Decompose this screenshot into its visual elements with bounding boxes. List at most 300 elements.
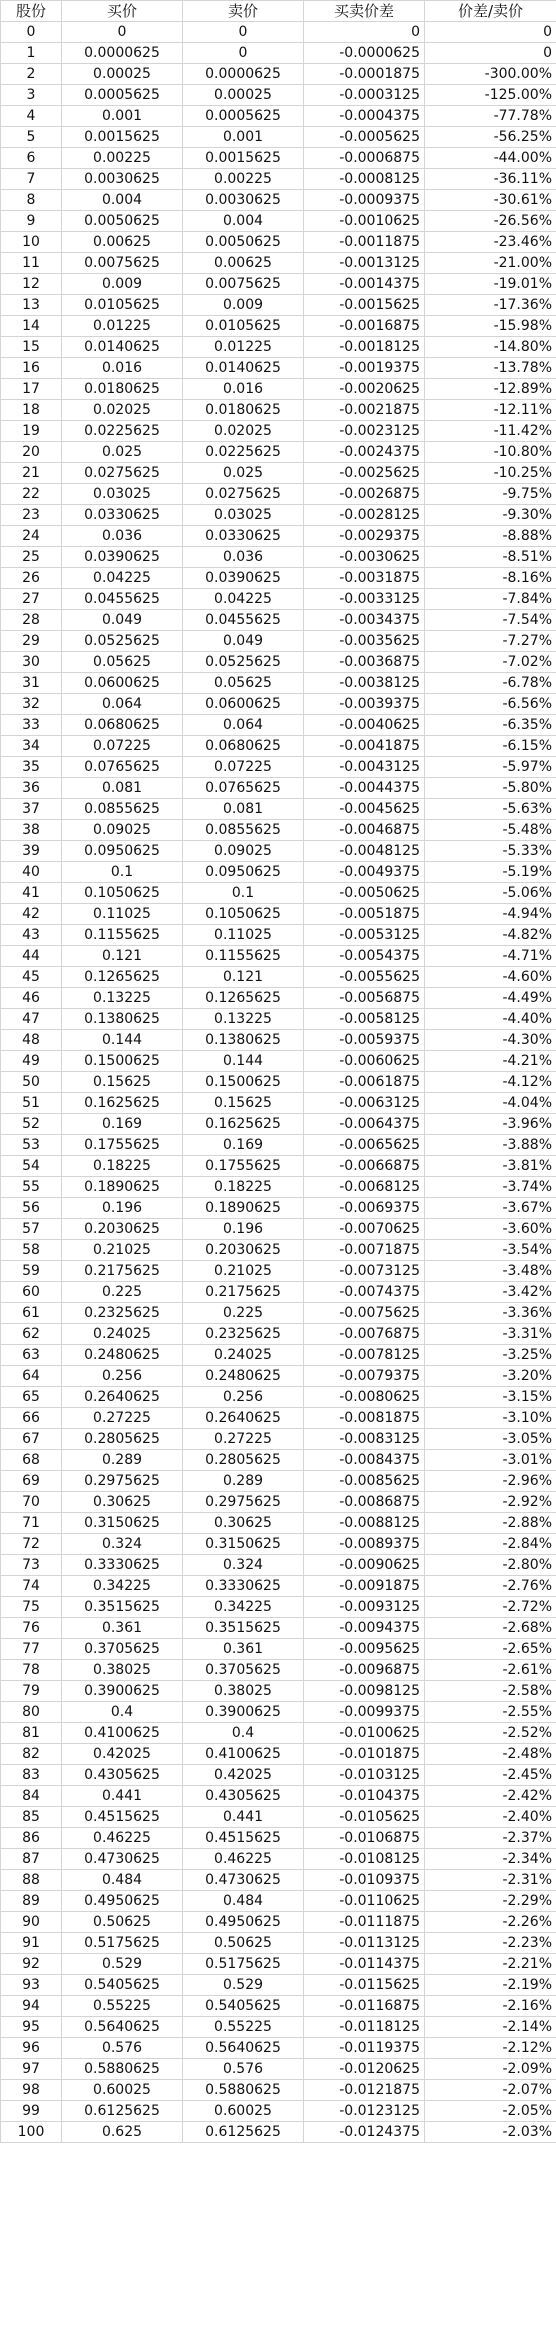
cell-ask[interactable]: 0.0105625 xyxy=(183,316,304,337)
cell-spread[interactable]: -0.0096875 xyxy=(304,1660,425,1681)
cell-shares[interactable]: 77 xyxy=(1,1639,62,1660)
cell-bid[interactable]: 0.0950625 xyxy=(62,841,183,862)
cell-ask[interactable]: 0.0180625 xyxy=(183,400,304,421)
cell-ask[interactable]: 0.009 xyxy=(183,295,304,316)
cell-shares[interactable]: 100 xyxy=(1,2122,62,2143)
cell-shares[interactable]: 75 xyxy=(1,1597,62,1618)
cell-spread[interactable]: -0.0106875 xyxy=(304,1828,425,1849)
cell-spread[interactable]: -0.0019375 xyxy=(304,358,425,379)
cell-ask[interactable]: 0.4100625 xyxy=(183,1744,304,1765)
cell-shares[interactable]: 70 xyxy=(1,1492,62,1513)
cell-ask[interactable]: 0.016 xyxy=(183,379,304,400)
cell-shares[interactable]: 49 xyxy=(1,1051,62,1072)
cell-ask[interactable]: 0.13225 xyxy=(183,1009,304,1030)
cell-bid[interactable]: 0.02025 xyxy=(62,400,183,421)
cell-shares[interactable]: 52 xyxy=(1,1114,62,1135)
cell-spread[interactable]: -0.0003125 xyxy=(304,85,425,106)
cell-bid[interactable]: 0.225 xyxy=(62,1282,183,1303)
cell-bid[interactable]: 0.0180625 xyxy=(62,379,183,400)
cell-shares[interactable]: 73 xyxy=(1,1555,62,1576)
cell-spread[interactable]: -0.0029375 xyxy=(304,526,425,547)
cell-shares[interactable]: 86 xyxy=(1,1828,62,1849)
cell-ask[interactable]: 0.04225 xyxy=(183,589,304,610)
cell-bid[interactable]: 0.2805625 xyxy=(62,1429,183,1450)
cell-bid[interactable]: 0.1755625 xyxy=(62,1135,183,1156)
cell-shares[interactable]: 23 xyxy=(1,505,62,526)
cell-spread-ratio[interactable]: -8.16% xyxy=(425,568,556,589)
cell-spread-ratio[interactable]: -2.14% xyxy=(425,2017,556,2038)
cell-bid[interactable]: 0.07225 xyxy=(62,736,183,757)
cell-bid[interactable]: 0.0075625 xyxy=(62,253,183,274)
cell-shares[interactable]: 67 xyxy=(1,1429,62,1450)
cell-spread-ratio[interactable]: -2.84% xyxy=(425,1534,556,1555)
cell-bid[interactable]: 0.09025 xyxy=(62,820,183,841)
cell-shares[interactable]: 82 xyxy=(1,1744,62,1765)
cell-ask[interactable]: 0.1155625 xyxy=(183,946,304,967)
cell-spread[interactable]: -0.0115625 xyxy=(304,1975,425,1996)
cell-ask[interactable]: 0.1380625 xyxy=(183,1030,304,1051)
cell-spread-ratio[interactable]: -9.75% xyxy=(425,484,556,505)
cell-bid[interactable]: 0.01225 xyxy=(62,316,183,337)
cell-spread-ratio[interactable]: -4.30% xyxy=(425,1030,556,1051)
cell-ask[interactable]: 0.036 xyxy=(183,547,304,568)
cell-spread[interactable]: -0.0095625 xyxy=(304,1639,425,1660)
cell-shares[interactable]: 19 xyxy=(1,421,62,442)
cell-bid[interactable]: 0.5640625 xyxy=(62,2017,183,2038)
cell-spread[interactable]: -0.0091875 xyxy=(304,1576,425,1597)
cell-shares[interactable]: 15 xyxy=(1,337,62,358)
cell-ask[interactable]: 0.0225625 xyxy=(183,442,304,463)
cell-spread-ratio[interactable]: 0 xyxy=(425,43,556,64)
cell-shares[interactable]: 44 xyxy=(1,946,62,967)
cell-bid[interactable]: 0.4515625 xyxy=(62,1807,183,1828)
cell-ask[interactable]: 0.55225 xyxy=(183,2017,304,2038)
cell-bid[interactable]: 0.00025 xyxy=(62,64,183,85)
cell-ask[interactable]: 0.1265625 xyxy=(183,988,304,1009)
cell-spread-ratio[interactable]: -3.20% xyxy=(425,1366,556,1387)
cell-bid[interactable]: 0.0000625 xyxy=(62,43,183,64)
cell-ask[interactable]: 0.4515625 xyxy=(183,1828,304,1849)
cell-ask[interactable]: 0.2175625 xyxy=(183,1282,304,1303)
cell-shares[interactable]: 64 xyxy=(1,1366,62,1387)
cell-spread-ratio[interactable]: -4.60% xyxy=(425,967,556,988)
cell-shares[interactable]: 11 xyxy=(1,253,62,274)
cell-spread[interactable]: -0.0083125 xyxy=(304,1429,425,1450)
cell-shares[interactable]: 45 xyxy=(1,967,62,988)
cell-spread[interactable]: 0 xyxy=(304,22,425,43)
cell-bid[interactable]: 0.46225 xyxy=(62,1828,183,1849)
cell-ask[interactable]: 0.441 xyxy=(183,1807,304,1828)
cell-ask[interactable]: 0.60025 xyxy=(183,2101,304,2122)
cell-spread-ratio[interactable]: -17.36% xyxy=(425,295,556,316)
cell-spread-ratio[interactable]: -12.11% xyxy=(425,400,556,421)
cell-shares[interactable]: 96 xyxy=(1,2038,62,2059)
cell-spread[interactable]: -0.0034375 xyxy=(304,610,425,631)
cell-bid[interactable]: 0 xyxy=(62,22,183,43)
cell-spread[interactable]: -0.0051875 xyxy=(304,904,425,925)
cell-bid[interactable]: 0.4950625 xyxy=(62,1891,183,1912)
cell-spread[interactable]: -0.0024375 xyxy=(304,442,425,463)
cell-spread[interactable]: -0.0065625 xyxy=(304,1135,425,1156)
cell-spread[interactable]: -0.0090625 xyxy=(304,1555,425,1576)
cell-ask[interactable]: 0.3150625 xyxy=(183,1534,304,1555)
cell-ask[interactable]: 0.0140625 xyxy=(183,358,304,379)
cell-spread-ratio[interactable]: -7.54% xyxy=(425,610,556,631)
cell-spread-ratio[interactable]: -2.09% xyxy=(425,2059,556,2080)
cell-bid[interactable]: 0.18225 xyxy=(62,1156,183,1177)
cell-spread[interactable]: -0.0054375 xyxy=(304,946,425,967)
cell-ask[interactable]: 0.025 xyxy=(183,463,304,484)
cell-spread[interactable]: -0.0056875 xyxy=(304,988,425,1009)
cell-spread-ratio[interactable]: -2.29% xyxy=(425,1891,556,1912)
cell-bid[interactable]: 0.0140625 xyxy=(62,337,183,358)
cell-spread[interactable]: -0.0021875 xyxy=(304,400,425,421)
cell-spread-ratio[interactable]: -2.68% xyxy=(425,1618,556,1639)
cell-spread[interactable]: -0.0078125 xyxy=(304,1345,425,1366)
cell-ask[interactable]: 0.38025 xyxy=(183,1681,304,1702)
cell-ask[interactable]: 0.5175625 xyxy=(183,1954,304,1975)
cell-ask[interactable]: 0.1755625 xyxy=(183,1156,304,1177)
cell-bid[interactable]: 0.025 xyxy=(62,442,183,463)
cell-shares[interactable]: 46 xyxy=(1,988,62,1009)
cell-spread[interactable]: -0.0060625 xyxy=(304,1051,425,1072)
cell-shares[interactable]: 90 xyxy=(1,1912,62,1933)
cell-spread[interactable]: -0.0013125 xyxy=(304,253,425,274)
cell-shares[interactable]: 99 xyxy=(1,2101,62,2122)
cell-ask[interactable]: 0.001 xyxy=(183,127,304,148)
cell-spread-ratio[interactable]: -4.21% xyxy=(425,1051,556,1072)
cell-spread-ratio[interactable]: -5.48% xyxy=(425,820,556,841)
cell-spread[interactable]: -0.0058125 xyxy=(304,1009,425,1030)
cell-spread[interactable]: -0.0110625 xyxy=(304,1891,425,1912)
cell-shares[interactable]: 55 xyxy=(1,1177,62,1198)
cell-spread-ratio[interactable]: -3.96% xyxy=(425,1114,556,1135)
cell-bid[interactable]: 0.016 xyxy=(62,358,183,379)
cell-bid[interactable]: 0.21025 xyxy=(62,1240,183,1261)
cell-spread[interactable]: -0.0006875 xyxy=(304,148,425,169)
cell-spread[interactable]: -0.0100625 xyxy=(304,1723,425,1744)
cell-spread-ratio[interactable]: -2.45% xyxy=(425,1765,556,1786)
cell-spread-ratio[interactable]: -2.40% xyxy=(425,1807,556,1828)
cell-spread-ratio[interactable]: -2.03% xyxy=(425,2122,556,2143)
cell-ask[interactable]: 0.15625 xyxy=(183,1093,304,1114)
cell-ask[interactable]: 0.196 xyxy=(183,1219,304,1240)
cell-spread-ratio[interactable]: -3.42% xyxy=(425,1282,556,1303)
cell-spread-ratio[interactable]: -4.94% xyxy=(425,904,556,925)
cell-spread[interactable]: -0.0044375 xyxy=(304,778,425,799)
cell-shares[interactable]: 58 xyxy=(1,1240,62,1261)
cell-bid[interactable]: 0.049 xyxy=(62,610,183,631)
cell-ask[interactable]: 0.3705625 xyxy=(183,1660,304,1681)
cell-spread[interactable]: -0.0038125 xyxy=(304,673,425,694)
cell-shares[interactable]: 25 xyxy=(1,547,62,568)
cell-spread-ratio[interactable]: -11.42% xyxy=(425,421,556,442)
cell-spread[interactable]: -0.0050625 xyxy=(304,883,425,904)
cell-ask[interactable]: 0.4950625 xyxy=(183,1912,304,1933)
cell-bid[interactable]: 0.3150625 xyxy=(62,1513,183,1534)
cell-spread-ratio[interactable]: -3.05% xyxy=(425,1429,556,1450)
cell-shares[interactable]: 89 xyxy=(1,1891,62,1912)
cell-ask[interactable]: 0.0390625 xyxy=(183,568,304,589)
cell-spread-ratio[interactable]: -2.05% xyxy=(425,2101,556,2122)
cell-ask[interactable]: 0.121 xyxy=(183,967,304,988)
cell-spread[interactable]: -0.0025625 xyxy=(304,463,425,484)
cell-spread-ratio[interactable]: -3.81% xyxy=(425,1156,556,1177)
cell-ask[interactable]: 0.0680625 xyxy=(183,736,304,757)
cell-ask[interactable]: 0.1890625 xyxy=(183,1198,304,1219)
cell-shares[interactable]: 93 xyxy=(1,1975,62,1996)
cell-spread-ratio[interactable]: -4.82% xyxy=(425,925,556,946)
cell-spread-ratio[interactable]: -2.23% xyxy=(425,1933,556,1954)
cell-shares[interactable]: 97 xyxy=(1,2059,62,2080)
cell-spread[interactable]: -0.0035625 xyxy=(304,631,425,652)
cell-spread-ratio[interactable]: -2.31% xyxy=(425,1870,556,1891)
cell-shares[interactable]: 83 xyxy=(1,1765,62,1786)
cell-spread-ratio[interactable]: -26.56% xyxy=(425,211,556,232)
cell-shares[interactable]: 91 xyxy=(1,1933,62,1954)
cell-bid[interactable]: 0.3515625 xyxy=(62,1597,183,1618)
cell-spread[interactable]: -0.0020625 xyxy=(304,379,425,400)
cell-ask[interactable]: 0.24025 xyxy=(183,1345,304,1366)
cell-bid[interactable]: 0.1265625 xyxy=(62,967,183,988)
cell-bid[interactable]: 0.1500625 xyxy=(62,1051,183,1072)
cell-shares[interactable]: 26 xyxy=(1,568,62,589)
cell-spread-ratio[interactable]: -4.49% xyxy=(425,988,556,1009)
cell-ask[interactable]: 0.6125625 xyxy=(183,2122,304,2143)
cell-spread-ratio[interactable]: -2.80% xyxy=(425,1555,556,1576)
cell-shares[interactable]: 14 xyxy=(1,316,62,337)
cell-spread[interactable]: -0.0018125 xyxy=(304,337,425,358)
cell-shares[interactable]: 8 xyxy=(1,190,62,211)
cell-spread[interactable]: -0.0116875 xyxy=(304,1996,425,2017)
cell-spread[interactable]: -0.0005625 xyxy=(304,127,425,148)
cell-spread-ratio[interactable]: -4.71% xyxy=(425,946,556,967)
cell-spread-ratio[interactable]: -9.30% xyxy=(425,505,556,526)
cell-spread[interactable]: -0.0098125 xyxy=(304,1681,425,1702)
cell-shares[interactable]: 17 xyxy=(1,379,62,400)
cell-spread[interactable]: -0.0036875 xyxy=(304,652,425,673)
cell-spread[interactable]: -0.0070625 xyxy=(304,1219,425,1240)
cell-ask[interactable]: 0.2480625 xyxy=(183,1366,304,1387)
cell-ask[interactable]: 0.576 xyxy=(183,2059,304,2080)
cell-shares[interactable]: 65 xyxy=(1,1387,62,1408)
cell-spread[interactable]: -0.0076875 xyxy=(304,1324,425,1345)
cell-shares[interactable]: 76 xyxy=(1,1618,62,1639)
cell-spread[interactable]: -0.0061875 xyxy=(304,1072,425,1093)
cell-shares[interactable]: 63 xyxy=(1,1345,62,1366)
cell-ask[interactable]: 0 xyxy=(183,43,304,64)
cell-bid[interactable]: 0.1 xyxy=(62,862,183,883)
cell-ask[interactable]: 0.1050625 xyxy=(183,904,304,925)
cell-spread-ratio[interactable]: -2.26% xyxy=(425,1912,556,1933)
cell-ask[interactable]: 0.34225 xyxy=(183,1597,304,1618)
cell-spread-ratio[interactable]: -77.78% xyxy=(425,106,556,127)
cell-ask[interactable]: 0.0950625 xyxy=(183,862,304,883)
cell-bid[interactable]: 0.361 xyxy=(62,1618,183,1639)
cell-spread[interactable]: -0.0026875 xyxy=(304,484,425,505)
cell-ask[interactable]: 0.0000625 xyxy=(183,64,304,85)
cell-spread[interactable]: -0.0059375 xyxy=(304,1030,425,1051)
cell-spread-ratio[interactable]: -30.61% xyxy=(425,190,556,211)
cell-bid[interactable]: 0.064 xyxy=(62,694,183,715)
cell-spread[interactable]: -0.0015625 xyxy=(304,295,425,316)
cell-bid[interactable]: 0.289 xyxy=(62,1450,183,1471)
cell-ask[interactable]: 0.03025 xyxy=(183,505,304,526)
cell-ask[interactable]: 0.05625 xyxy=(183,673,304,694)
cell-shares[interactable]: 54 xyxy=(1,1156,62,1177)
cell-ask[interactable]: 0.324 xyxy=(183,1555,304,1576)
cell-bid[interactable]: 0.0050625 xyxy=(62,211,183,232)
cell-shares[interactable]: 80 xyxy=(1,1702,62,1723)
cell-spread-ratio[interactable]: -2.07% xyxy=(425,2080,556,2101)
cell-shares[interactable]: 42 xyxy=(1,904,62,925)
cell-spread-ratio[interactable]: -5.97% xyxy=(425,757,556,778)
cell-spread-ratio[interactable]: -3.88% xyxy=(425,1135,556,1156)
cell-spread-ratio[interactable]: -3.54% xyxy=(425,1240,556,1261)
cell-spread-ratio[interactable]: -23.46% xyxy=(425,232,556,253)
cell-bid[interactable]: 0.2480625 xyxy=(62,1345,183,1366)
cell-spread-ratio[interactable]: -56.25% xyxy=(425,127,556,148)
cell-spread-ratio[interactable]: -5.63% xyxy=(425,799,556,820)
cell-ask[interactable]: 0.3330625 xyxy=(183,1576,304,1597)
cell-shares[interactable]: 13 xyxy=(1,295,62,316)
cell-spread[interactable]: -0.0088125 xyxy=(304,1513,425,1534)
cell-bid[interactable]: 0.2975625 xyxy=(62,1471,183,1492)
cell-spread-ratio[interactable]: -2.16% xyxy=(425,1996,556,2017)
cell-shares[interactable]: 95 xyxy=(1,2017,62,2038)
cell-shares[interactable]: 7 xyxy=(1,169,62,190)
cell-spread[interactable]: -0.0114375 xyxy=(304,1954,425,1975)
cell-bid[interactable]: 0.0855625 xyxy=(62,799,183,820)
cell-ask[interactable]: 0.2640625 xyxy=(183,1408,304,1429)
cell-bid[interactable]: 0.15625 xyxy=(62,1072,183,1093)
cell-ask[interactable]: 0.2805625 xyxy=(183,1450,304,1471)
cell-shares[interactable]: 24 xyxy=(1,526,62,547)
cell-spread[interactable]: -0.0030625 xyxy=(304,547,425,568)
cell-ask[interactable]: 0.00025 xyxy=(183,85,304,106)
cell-bid[interactable]: 0.05625 xyxy=(62,652,183,673)
cell-spread-ratio[interactable]: -7.84% xyxy=(425,589,556,610)
cell-spread[interactable]: -0.0071875 xyxy=(304,1240,425,1261)
cell-spread[interactable]: -0.0084375 xyxy=(304,1450,425,1471)
cell-shares[interactable]: 20 xyxy=(1,442,62,463)
cell-shares[interactable]: 47 xyxy=(1,1009,62,1030)
cell-ask[interactable]: 0.289 xyxy=(183,1471,304,1492)
cell-ask[interactable]: 0.30625 xyxy=(183,1513,304,1534)
cell-spread[interactable]: -0.0008125 xyxy=(304,169,425,190)
cell-bid[interactable]: 0.5880625 xyxy=(62,2059,183,2080)
cell-spread-ratio[interactable]: -6.35% xyxy=(425,715,556,736)
cell-ask[interactable]: 0.2030625 xyxy=(183,1240,304,1261)
cell-shares[interactable]: 29 xyxy=(1,631,62,652)
cell-bid[interactable]: 0.03025 xyxy=(62,484,183,505)
cell-spread-ratio[interactable]: -300.00% xyxy=(425,64,556,85)
cell-spread-ratio[interactable]: -3.01% xyxy=(425,1450,556,1471)
cell-ask[interactable]: 0.529 xyxy=(183,1975,304,1996)
cell-ask[interactable]: 0.064 xyxy=(183,715,304,736)
cell-bid[interactable]: 0.00625 xyxy=(62,232,183,253)
cell-bid[interactable]: 0.001 xyxy=(62,106,183,127)
cell-spread-ratio[interactable]: -3.15% xyxy=(425,1387,556,1408)
cell-shares[interactable]: 74 xyxy=(1,1576,62,1597)
cell-spread-ratio[interactable]: -8.88% xyxy=(425,526,556,547)
cell-bid[interactable]: 0.3900625 xyxy=(62,1681,183,1702)
cell-spread[interactable]: -0.0048125 xyxy=(304,841,425,862)
cell-spread[interactable]: -0.0108125 xyxy=(304,1849,425,1870)
cell-ask[interactable]: 0.0275625 xyxy=(183,484,304,505)
cell-spread[interactable]: -0.0011875 xyxy=(304,232,425,253)
cell-shares[interactable]: 69 xyxy=(1,1471,62,1492)
cell-ask[interactable]: 0.0525625 xyxy=(183,652,304,673)
cell-shares[interactable]: 5 xyxy=(1,127,62,148)
cell-ask[interactable]: 0.5405625 xyxy=(183,1996,304,2017)
cell-shares[interactable]: 85 xyxy=(1,1807,62,1828)
cell-bid[interactable]: 0.1625625 xyxy=(62,1093,183,1114)
cell-spread-ratio[interactable]: -3.36% xyxy=(425,1303,556,1324)
cell-ask[interactable]: 0.004 xyxy=(183,211,304,232)
cell-shares[interactable]: 59 xyxy=(1,1261,62,1282)
cell-ask[interactable]: 0.1 xyxy=(183,883,304,904)
cell-spread[interactable]: -0.0066875 xyxy=(304,1156,425,1177)
cell-shares[interactable]: 30 xyxy=(1,652,62,673)
cell-bid[interactable]: 0.27225 xyxy=(62,1408,183,1429)
cell-ask[interactable]: 0.11025 xyxy=(183,925,304,946)
cell-ask[interactable]: 0.18225 xyxy=(183,1177,304,1198)
cell-spread[interactable]: -0.0009375 xyxy=(304,190,425,211)
cell-shares[interactable]: 61 xyxy=(1,1303,62,1324)
cell-spread[interactable]: -0.0113125 xyxy=(304,1933,425,1954)
cell-spread-ratio[interactable]: -12.89% xyxy=(425,379,556,400)
cell-bid[interactable]: 0.036 xyxy=(62,526,183,547)
cell-spread-ratio[interactable]: -6.56% xyxy=(425,694,556,715)
cell-spread-ratio[interactable]: -2.92% xyxy=(425,1492,556,1513)
cell-spread[interactable]: -0.0039375 xyxy=(304,694,425,715)
cell-spread-ratio[interactable]: -3.25% xyxy=(425,1345,556,1366)
cell-bid[interactable]: 0.1155625 xyxy=(62,925,183,946)
cell-spread-ratio[interactable]: -2.76% xyxy=(425,1576,556,1597)
cell-spread[interactable]: -0.0075625 xyxy=(304,1303,425,1324)
cell-shares[interactable]: 37 xyxy=(1,799,62,820)
cell-bid[interactable]: 0.34225 xyxy=(62,1576,183,1597)
cell-bid[interactable]: 0.6125625 xyxy=(62,2101,183,2122)
cell-spread-ratio[interactable]: -5.19% xyxy=(425,862,556,883)
cell-spread-ratio[interactable]: -10.25% xyxy=(425,463,556,484)
cell-ask[interactable]: 0.46225 xyxy=(183,1849,304,1870)
cell-ask[interactable]: 0.07225 xyxy=(183,757,304,778)
cell-shares[interactable]: 31 xyxy=(1,673,62,694)
cell-shares[interactable]: 33 xyxy=(1,715,62,736)
cell-spread-ratio[interactable]: -44.00% xyxy=(425,148,556,169)
cell-spread[interactable]: -0.0033125 xyxy=(304,589,425,610)
cell-spread[interactable]: -0.0094375 xyxy=(304,1618,425,1639)
cell-ask[interactable]: 0.0765625 xyxy=(183,778,304,799)
cell-bid[interactable]: 0.3705625 xyxy=(62,1639,183,1660)
cell-shares[interactable]: 2 xyxy=(1,64,62,85)
cell-bid[interactable]: 0.3330625 xyxy=(62,1555,183,1576)
header-cell-spread[interactable]: 买卖价差 xyxy=(304,1,425,22)
cell-spread[interactable]: -0.0023125 xyxy=(304,421,425,442)
cell-bid[interactable]: 0.081 xyxy=(62,778,183,799)
cell-ask[interactable]: 0.5640625 xyxy=(183,2038,304,2059)
cell-bid[interactable]: 0.0275625 xyxy=(62,463,183,484)
cell-spread[interactable]: -0.0046875 xyxy=(304,820,425,841)
cell-spread[interactable]: -0.0081875 xyxy=(304,1408,425,1429)
cell-spread[interactable]: -0.0073125 xyxy=(304,1261,425,1282)
cell-spread-ratio[interactable]: -125.00% xyxy=(425,85,556,106)
cell-spread[interactable]: -0.0103125 xyxy=(304,1765,425,1786)
cell-ask[interactable]: 0.00225 xyxy=(183,169,304,190)
cell-spread[interactable]: -0.0105625 xyxy=(304,1807,425,1828)
